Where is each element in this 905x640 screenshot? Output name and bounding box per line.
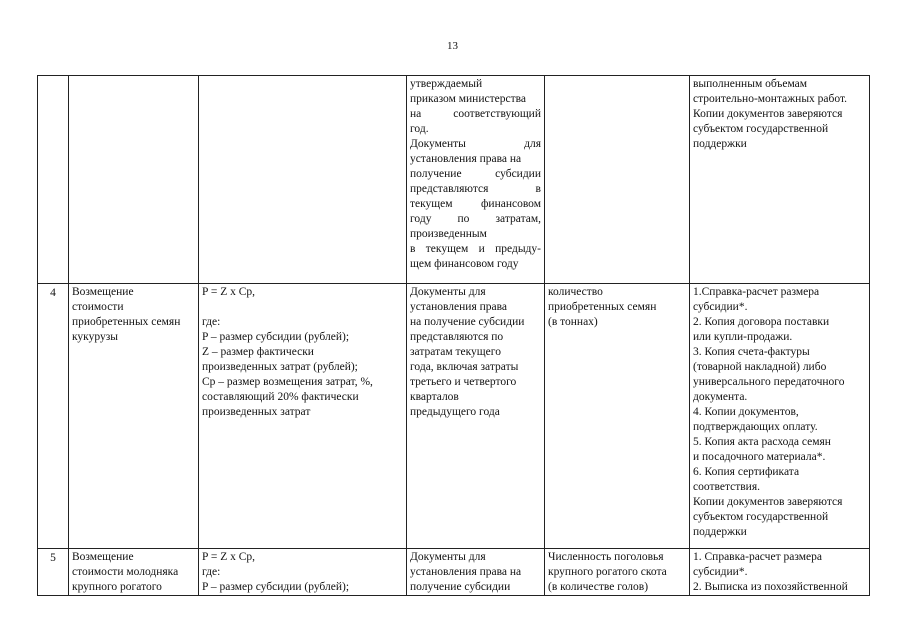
cell-formula [199, 76, 407, 284]
cell-line: P = Z х Cp, [202, 286, 256, 298]
cell-line: 3. Копия счета-фактуры [693, 346, 810, 358]
cell-line: кварталов [410, 391, 459, 403]
cell-documents [690, 284, 870, 549]
cell-line: произведенных затрат (рублей); [202, 361, 358, 373]
cell-conditions [407, 284, 545, 549]
page-number: 13 [447, 40, 458, 52]
cell-line: на получение субсидии [410, 316, 525, 328]
cell-line: кукурузы [72, 331, 118, 343]
cell-line: P = Z х Cp, [202, 551, 256, 563]
cell-line: где: [202, 316, 221, 328]
subsidy-table [37, 75, 870, 596]
cell-indicator [545, 284, 690, 549]
cell-line: установления права [410, 301, 508, 313]
cell-line: приобретенных семян [548, 301, 657, 313]
cell-line: поддержки [693, 138, 747, 150]
cell-line: P – размер субсидии (рублей); [202, 581, 350, 593]
cell-line: (товарной накладной) либо [693, 361, 827, 373]
cell-line: крупного рогатого [72, 581, 162, 593]
cell-line: Возмещение [72, 551, 134, 563]
cell-line: в текущем и предыду- [410, 243, 541, 255]
cell-line: количество [548, 286, 603, 298]
cell-line: предыдущего года [410, 406, 500, 418]
cell-conditions [407, 76, 545, 284]
cell-line: Численность поголовья [548, 551, 664, 563]
cell-number [38, 76, 69, 284]
cell-line: Копии документов заверяются [693, 108, 843, 120]
cell-line: года, включая затраты [410, 361, 519, 373]
cell-line: затратам текущего [410, 346, 501, 358]
table-row [38, 284, 870, 549]
cell-line: и посадочного материала*. [693, 451, 826, 463]
cell-line: установления права на [410, 153, 522, 165]
cell-line: Документы для [410, 551, 486, 563]
cell-line: стоимости [72, 301, 124, 313]
cell-line: представляются в [410, 183, 541, 195]
cell-line: составляющий 20% фактически [202, 391, 359, 403]
cell-line: документа. [693, 391, 748, 403]
cell-line: утверждаемый [410, 78, 483, 90]
table-body [38, 76, 870, 596]
cell-line [202, 300, 403, 315]
cell-line: 5. Копия акта расхода семян [693, 436, 831, 448]
cell-line: 6. Копия сертификата [693, 466, 800, 478]
cell-line: произведенных затрат [202, 406, 311, 418]
cell-line: Z – размер фактически [202, 346, 314, 358]
cell-line: 2. Выписка из похозяйственной [693, 581, 848, 593]
cell-line: крупного рогатого скота [548, 566, 667, 578]
cell-formula [199, 284, 407, 549]
cell-line: приобретенных семян [72, 316, 181, 328]
cell-line: подтверждающих оплату. [693, 421, 818, 433]
cell-line: (в количестве голов) [548, 581, 649, 593]
cell-line: на соответствующий [410, 108, 541, 120]
cell-indicator [545, 549, 690, 596]
cell-line: 1. Справка-расчет размера [693, 551, 822, 563]
cell-documents [690, 76, 870, 284]
cell-line: Ср – размер возмещения затрат, %, [202, 376, 373, 388]
cell-line: установления права на [410, 566, 522, 578]
cell-line: выполненным объемам [693, 78, 808, 90]
cell-name [69, 76, 199, 284]
cell-name [69, 284, 199, 549]
cell-line: субсидии*. [693, 566, 748, 578]
cell-line: соответствия. [693, 481, 760, 493]
cell-line: 1.Справка-расчет размера [693, 286, 820, 298]
cell-line: строительно-монтажных работ. [693, 93, 848, 105]
table-row [38, 76, 870, 284]
cell-line: произведенным [410, 228, 487, 240]
cell-line: субъектом государственной [693, 123, 829, 135]
cell-line: год. [410, 123, 429, 135]
cell-indicator [545, 76, 690, 284]
cell-number: 4 [38, 284, 69, 549]
cell-line: поддержки [693, 526, 747, 538]
cell-line: третьего и четвертого [410, 376, 517, 388]
table-row [38, 549, 870, 596]
cell-number: 5 [38, 549, 69, 596]
cell-name [69, 549, 199, 596]
cell-line: щем финансовом году [410, 258, 519, 270]
cell-line: Документы для [410, 138, 541, 150]
cell-line: где: [202, 566, 221, 578]
cell-line: получение субсидии [410, 581, 511, 593]
cell-line: универсального передаточного [693, 376, 845, 388]
cell-line: Возмещение [72, 286, 134, 298]
cell-line: субъектом государственной [693, 511, 829, 523]
cell-line: Документы для [410, 286, 486, 298]
cell-line: приказом министерства [410, 93, 526, 105]
cell-line: Копии документов заверяются [693, 496, 843, 508]
cell-line: 4. Копии документов, [693, 406, 799, 418]
cell-line: субсидии*. [693, 301, 748, 313]
cell-line: стоимости молодняка [72, 566, 179, 578]
cell-formula [199, 549, 407, 596]
cell-line: или купли-продажи. [693, 331, 793, 343]
cell-line: 2. Копия договора поставки [693, 316, 830, 328]
cell-conditions [407, 549, 545, 596]
cell-line: году по затратам, [410, 213, 541, 225]
cell-line: (в тоннах) [548, 316, 598, 328]
cell-line: представляются по [410, 331, 504, 343]
cell-line: получение субсидии [410, 168, 541, 180]
cell-line: P – размер субсидии (рублей); [202, 331, 350, 343]
cell-line: текущем финансовом [410, 198, 541, 210]
cell-documents [690, 549, 870, 596]
